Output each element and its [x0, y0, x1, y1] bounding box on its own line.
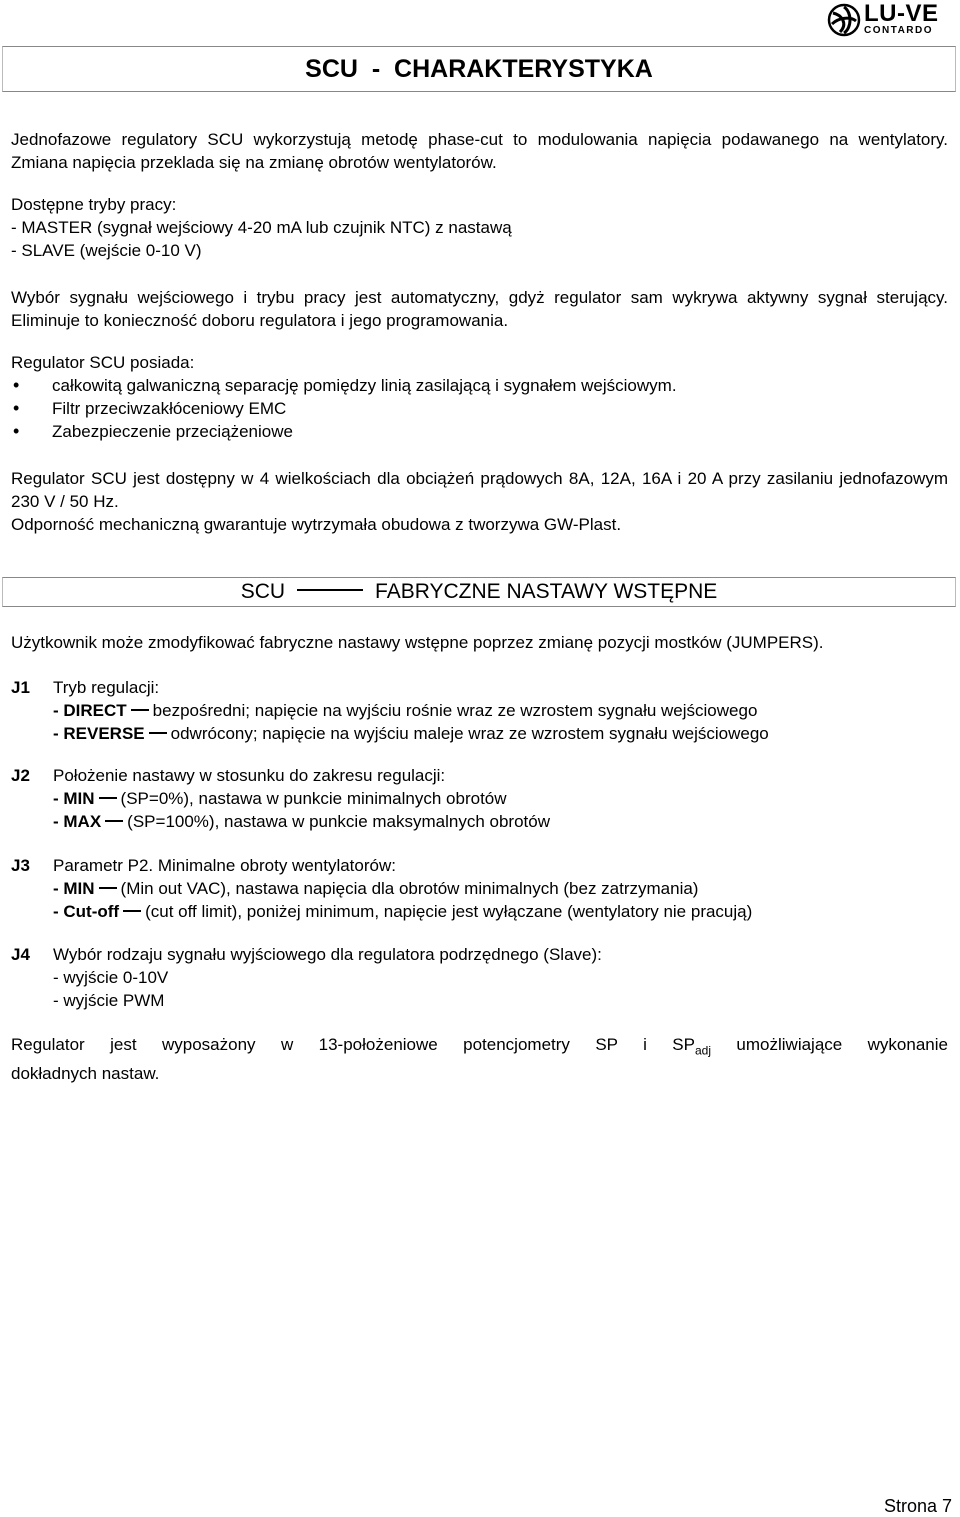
section-title: [241, 580, 718, 604]
list-item: • całkowitą galwaniczną separację pomiędzy linią zasilającą i sygnałem wejściowym.: [11, 374, 677, 397]
features-heading: Regulator SCU posiada:: [11, 353, 195, 372]
section-dash: [297, 589, 363, 591]
option-key: - DIRECT: [53, 701, 127, 720]
option-key: - MIN: [53, 789, 95, 808]
option-key: - Cut-off: [53, 902, 120, 921]
page-title: SCU - CHARAKTERYSTYKA: [305, 54, 653, 83]
section-title-left: SCU: [240, 580, 286, 603]
option-text: - wyjście PWM: [53, 991, 165, 1010]
em-dash: [149, 732, 167, 734]
em-dash: [99, 797, 117, 799]
option-text: odwrócony; napięcie na wyjściu maleje wraz ze wzrostem sygnału wejściowego: [170, 724, 769, 743]
mode-slave: - SLAVE (wejście 0-10 V): [11, 241, 202, 260]
option-key: - REVERSE: [53, 724, 145, 743]
jumper-code: J3: [11, 856, 30, 875]
option-text: bezpośredni; napięcie na wyjściu rośnie wraz ze wzrostem sygnału wejściowego: [152, 701, 758, 720]
pot-line-2: dokładnych nastaw.: [11, 1064, 160, 1084]
user-paragraph: Użytkownik może zmodyfikować fabryczne nastawy wstępne poprzez zmianę pozycji mostków (JUMPERS).: [11, 633, 824, 652]
jumper-title: Wybór rodzaju sygnału wyjściowego dla regulatora podrzędnego (Slave):: [53, 945, 602, 964]
option-text: (SP=100%), nastawa w punkcie maksymalnych obrotów: [127, 812, 551, 831]
brand-logo: [826, 2, 948, 38]
auto-paragraph: Wybór sygnału wejściowego i trybu pracy jest automatyczny, gdyż regulator sam wykrywa aktywny sygnał sterujący. Eliminuje to konieczność doboru regulatora i jego programowania.: [11, 288, 948, 330]
em-dash: [131, 709, 149, 711]
option-key: - MAX: [53, 812, 102, 831]
option-text: (Min out VAC), nastawa napięcia dla obrotów minimalnych (bez zatrzymania): [120, 879, 699, 898]
housing-paragraph: Odporność mechaniczną gwarantuje wytrzymała obudowa z tworzywa GW-Plast.: [11, 515, 622, 534]
modes-block: [11, 193, 948, 262]
em-dash: [105, 820, 123, 822]
em-dash: [99, 887, 117, 889]
modes-heading: Dostępne tryby pracy:: [11, 195, 177, 214]
intro-paragraph: Jednofazowe regulatory SCU wykorzystują metodę phase-cut to modulowania napięcia podawanego na wentylatory. Zmiana napięcia przeklada się na zmianę obrotów wentylatorów.: [11, 130, 948, 172]
pot-paragraph: [11, 1033, 948, 1085]
logo-sub-text: CONTARDO: [864, 25, 934, 36]
sizes-paragraph: Regulator SCU jest dostępny w 4 wielkościach dla obciążeń prądowych 8A, 12A, 16A i 20 A przy zasilaniu jednofazowym 230 V / 50 Hz.: [11, 469, 948, 511]
logo-brand-text: LU-VE: [864, 0, 939, 27]
jumper-code: J1: [11, 678, 30, 697]
pot-text-after: umożliwiające wykonanie: [736, 1035, 948, 1054]
em-dash: [123, 910, 141, 912]
option-text: (SP=0%), nastawa w punkcie minimalnych obrotów: [120, 789, 507, 808]
page-number: Strona 7: [883, 1496, 952, 1516]
jumper-code: J4: [11, 945, 30, 964]
pot-subscript: adj: [694, 1043, 711, 1058]
mode-master: - MASTER (sygnał wejściowy 4-20 mA lub czujnik NTC) z nastawą: [11, 218, 512, 237]
features-list: [11, 374, 677, 443]
pot-line-1: [11, 1033, 948, 1062]
option-key: - MIN: [53, 879, 95, 898]
lu-ve-logo-icon: [826, 2, 862, 38]
jumper-title: Tryb regulacji:: [53, 678, 160, 697]
title-box: [2, 46, 956, 92]
jumper-title: Parametr P2. Minimalne obroty wentylatorów:: [53, 856, 396, 875]
pot-text-before: Regulator jest wyposażony w 13-położeniowe potencjometry SP i SP: [11, 1035, 695, 1054]
list-item: • Filtr przeciwzakłóceniowy EMC: [11, 397, 677, 420]
list-item: • Zabezpieczenie przeciążeniowe: [11, 420, 677, 443]
jumper-title: Położenie nastawy w stosunku do zakresu regulacji:: [53, 766, 446, 785]
jumper-code: J2: [11, 766, 30, 785]
option-text: - wyjście 0-10V: [53, 968, 169, 987]
section-title-right: FABRYCZNE NASTAWY WSTĘPNE: [375, 580, 718, 603]
option-text: (cut off limit), poniżej minimum, napięcie jest wyłączane (wentylatory nie pracują): [145, 902, 753, 921]
section-header-box: [2, 577, 956, 607]
